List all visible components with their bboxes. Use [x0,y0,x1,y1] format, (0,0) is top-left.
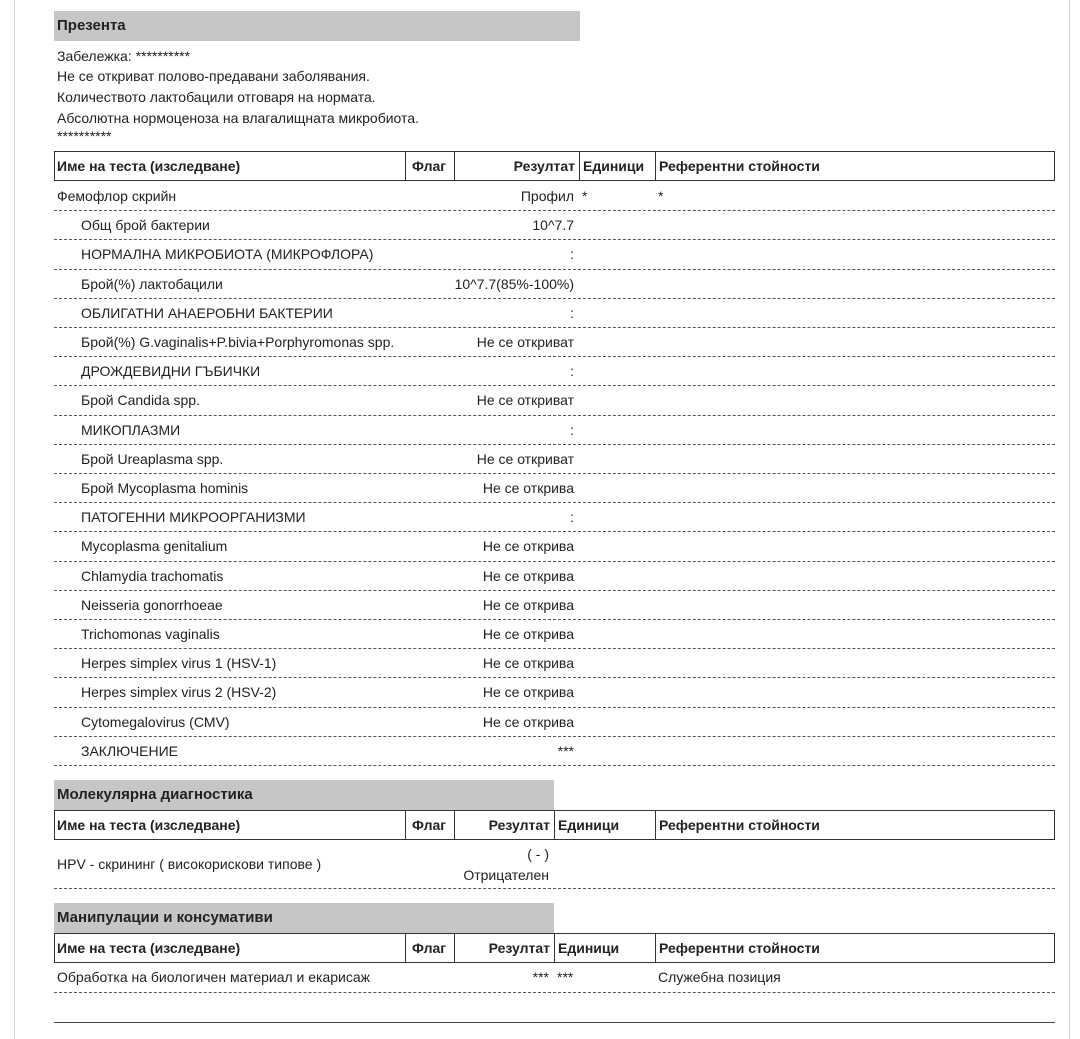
test-name: Брой Candida spp. [81,392,200,409]
result-value: Не се откриват [476,334,574,350]
result-value: Профил [520,188,574,204]
page-bottom-rule [54,1022,1055,1023]
result-value: : [570,363,574,380]
test-name: МИКОПЛАЗМИ [81,421,181,438]
reference-value: Служебна позиция [658,969,781,985]
column-header-result: Резултат [488,940,550,956]
column-header-units: Единици [558,817,620,833]
section-header-manipulations: Манипулации и консумативи [54,903,554,933]
result-value: : [570,304,574,321]
test-name: Обработка на биологичен материал и екарисаж [57,969,371,985]
column-header-flag: Флаг [412,817,447,833]
test-name: Общ брой бактерии [81,217,210,234]
note-line: Количеството лактобацили отговаря на нормата. [57,89,376,105]
result-value: Не се открива [482,684,574,701]
table-header [54,151,1055,181]
result-value: Не се откриват [476,392,574,409]
test-name: НОРМАЛНА МИКРОБИОТА (МИКРОФЛОРА) [81,246,374,263]
test-name: Брой Mycoplasma hominis [81,480,249,496]
table-row [54,591,1055,620]
result-value: *** [557,742,574,759]
column-header-name: Име на теста (изследване) [57,158,241,174]
test-name: ДРОЖДЕВИДНИ ГЪБИЧКИ [81,363,261,380]
report-page [14,0,1070,1039]
column-header-ref: Референтни стойности [659,817,820,833]
table-row [54,386,1055,415]
table-row [54,649,1055,678]
table-row [54,299,1055,328]
test-name: ЗАКЛЮЧЕНИЕ [81,742,178,759]
test-name: Mycoplasma genitalium [81,538,228,555]
column-header-name: Име на теста (изследване) [57,940,241,956]
table-row [54,737,1055,766]
table-row [54,416,1055,445]
units-value: *** [557,969,574,985]
table-header [54,933,1055,963]
column-header-flag: Флаг [412,158,447,174]
result-value: : [570,421,574,438]
test-name: Брой Ureaplasma spp. [81,450,224,467]
column-header-units: Единици [558,940,620,956]
result-value: 10^7.7 [532,217,574,234]
table-row [54,708,1055,737]
table-row [54,357,1055,386]
test-name: HPV - скрининг ( високорискови типове ) [57,856,322,872]
result-value: Не се открива [482,480,574,496]
test-name: Trichomonas vaginalis [81,626,220,642]
test-name: ПАТОГЕННИ МИКРООРГАНИЗМИ [81,509,306,526]
result-value: : [570,246,574,263]
note-line: Абсолютна нормоценоза на влагалищната микробиота. [57,110,419,126]
test-name: ОБЛИГАТНИ АНАЕРОБНИ БАКТЕРИИ [81,304,333,321]
table-row [54,620,1055,649]
table-row [54,678,1055,707]
test-name: Herpes simplex virus 1 (HSV-1) [81,655,277,672]
column-header-flag: Флаг [412,940,447,956]
column-header-result: Резултат [513,158,575,174]
column-header-result: Резултат [488,817,550,833]
result-value: Не се откриват [476,450,574,467]
table-row [54,963,1055,993]
table-row [54,328,1055,357]
result-value: ( - ) [527,846,549,862]
column-header-name: Име на теста (изследване) [57,817,241,833]
table-row [54,532,1055,561]
result-value: *** [532,969,549,985]
note-line: ********** [57,128,112,144]
table-row [54,182,1055,211]
table-row [54,503,1055,532]
result-value: Не се открива [482,538,574,555]
test-name: Herpes simplex virus 2 (HSV-2) [81,684,277,701]
section-header-prezenta: Презента [54,11,580,41]
result-value: Не се открива [482,567,574,584]
table-header [54,810,1055,840]
table-row [54,474,1055,503]
column-header-ref: Референтни стойности [659,158,820,174]
column-header-units: Единици [583,158,645,174]
test-name: Cytomegalovirus (CMV) [81,713,230,730]
result-value: Не се открива [482,713,574,730]
table-row [54,562,1055,591]
test-name: Брой(%) лактобацили [81,275,223,292]
test-name: Фемофлор скрийн [57,188,177,204]
table-row [54,840,1055,889]
result-value: 10^7.7(85%-100%) [454,275,574,292]
table-row [54,270,1055,299]
note-line: Забележка: ********** [57,48,191,64]
table-row [54,445,1055,474]
test-name: Neisseria gonorrhoeae [81,596,223,613]
units-value: * [582,188,588,204]
test-name: Брой(%) G.vaginalis+P.bivia+Porphyromonas spp. [81,334,395,350]
note-line: Не се откриват полово-предавани заболявания. [57,68,370,84]
reference-value: * [658,188,664,204]
table-row [54,240,1055,269]
result-value: : [570,509,574,526]
column-header-ref: Референтни стойности [659,940,820,956]
section-header-molecular: Молекулярна диагностика [54,780,554,810]
result-value: Не се открива [482,655,574,672]
result-value: Отрицателен [463,867,549,883]
result-value: Не се открива [482,596,574,613]
table-row [54,211,1055,240]
result-value: Не се открива [482,626,574,642]
test-name: Chlamydia trachomatis [81,567,224,584]
